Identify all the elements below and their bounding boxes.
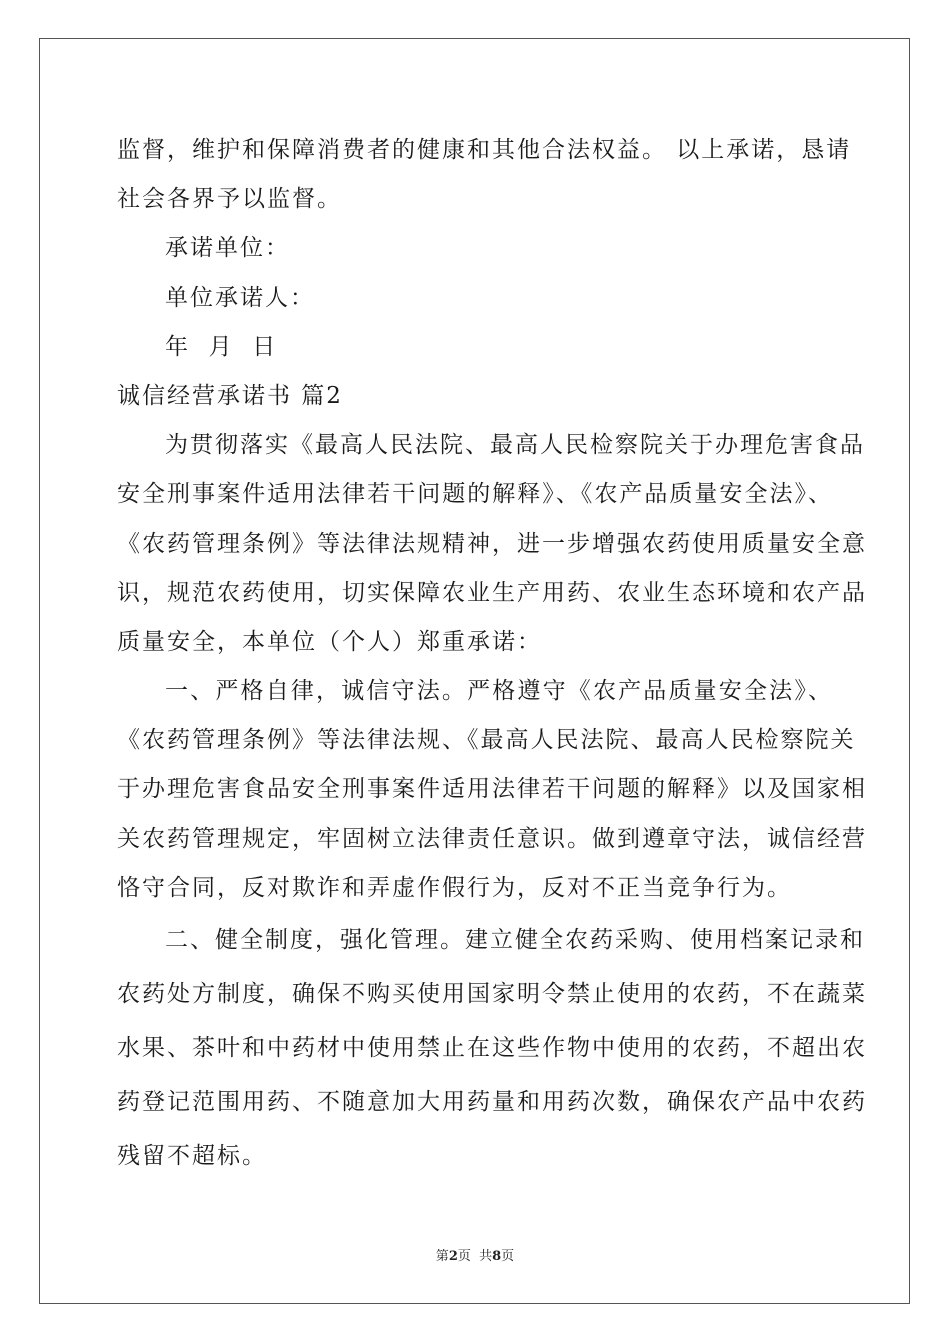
text-line: 恪守合同，反对欺诈和弄虚作假行为，反对不正当竞争行为。 — [117, 874, 792, 901]
text-line: 为贯彻落实《最高人民法院、最高人民检察院关于办理危害食品 — [165, 432, 865, 459]
total-page-number: 8 — [492, 1249, 502, 1264]
text-line: 水果、茶叶和中药材中使用禁止在这些作物中使用的农药，不超出农 — [117, 1035, 867, 1061]
text-line: 一、严格自律，诚信守法。严格遵守《农产品质量安全法》、 — [165, 678, 833, 705]
signature-unit-label: 承诺单位： — [165, 235, 290, 262]
text-line: 关农药管理规定，牢固树立法律责任意识。做到遵章守法，诚信经营 — [117, 825, 867, 852]
text-line: 监督，维护和保障消费者的健康和其他合法权益。 以上承诺，恳请 — [117, 137, 852, 163]
text-line: 药登记范围用药、不随意加大用药量和用药次数，确保农产品中农药 — [117, 1089, 867, 1115]
document-body — [117, 126, 867, 1183]
current-page-number: 2 — [448, 1249, 458, 1264]
page-number-prefix: 第 — [435, 1249, 449, 1264]
signature-person-label: 单位承诺人： — [165, 284, 315, 311]
page-number-middle: 页 共 — [457, 1249, 493, 1264]
text-line: 质量安全，本单位（个人）郑重承诺： — [117, 628, 542, 655]
text-line: 《农药管理条例》等法律法规精神，进一步增强农药使用质量安全意 — [117, 530, 867, 557]
text-line: 《农药管理条例》等法律法规、《最高人民法院、最高人民检察院关 — [117, 727, 856, 754]
text-line: 于办理危害食品安全刑事案件适用法律若干问题的解释》以及国家相 — [117, 776, 867, 803]
text-line: 安全刑事案件适用法律若干问题的解释》、《农产品质量安全法》、 — [117, 481, 833, 508]
page-footer — [0, 1245, 950, 1264]
section-heading: 诚信经营承诺书 篇2 — [117, 382, 343, 409]
page-number-suffix: 页 — [501, 1249, 515, 1264]
text-line: 二、健全制度，强化管理。建立健全农药采购、使用档案记录和 — [165, 927, 865, 953]
text-line: 农药处方制度，确保不购买使用国家明令禁止使用的农药，不在蔬菜 — [117, 981, 867, 1007]
text-line: 残留不超标。 — [117, 1143, 267, 1169]
date-label: 年 月 日 — [165, 333, 278, 360]
text-line: 识，规范农药使用，切实保障农业生产用药、农业生态环境和农产品 — [117, 579, 867, 606]
text-line: 社会各界予以监督。 — [117, 186, 342, 213]
